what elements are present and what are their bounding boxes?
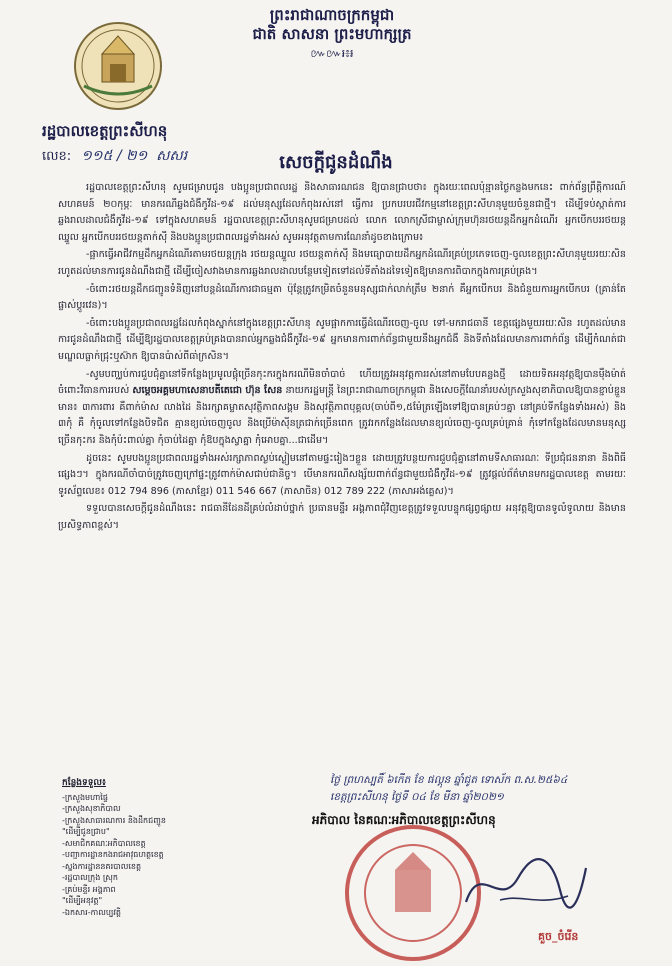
signer-title: អភិបាល នៃគណៈអភិបាលខេត្តព្រះសីហនុ — [312, 813, 496, 827]
body-paragraph-intro: រដ្ឋបាលខេត្តព្រះសីហនុ សូមជម្រាបជូន បងប្អូនប្រជាពលរដ្ឋ និងសាធារណជន ឱ្យបានជ្រាបថា៖ ក្នុងរយៈពេលប៉ុន្មានថ្ងៃកន្លងមកនេះ ពាក់ព័ន្ធព្រឹត្តិការណ៍សហគមន៍ ២០កុម្ភៈ មានករណីឆ្លងជំងឺកូវីដ-១៩ ដល់មនុស្សដែលកំពុងរស់នៅ ធ្វើការ ប្រកបរបរជីវកម្មនៅខេត្តព្រះសីហនុមួយចំនួនជាថ្មី។ ដើម្បីទប់ស្កាត់ការឆ្លងរាលដាលជំងឺកូវីដ-១៩ ទៅក្នុងសហគមន៍ រដ្ឋបាលខេត្តព្រះសីហនុសូមជម្រាបដល់ លោក លោកស្រីជាម្ចាស់ក្រុមហ៊ុនរថយន្តដឹកអ្នកដំណើរ អ្នកបើកបររថយន្តឈ្នួល អ្នកបើកបររថយន្តតាក់ស៊ី និងបងប្អូនប្រជាពលរដ្ឋទាំងអស់ សូមអនុវត្តតាមការណែនាំដូចខាងក្រោម៖ — [58, 182, 626, 243]
recipient-item: -សមាជិកគណៈអភិបាលខេត្ត — [62, 838, 146, 848]
body-paragraph-hotline: ដូចនេះ សូមបងប្អូនប្រជាពលរដ្ឋទាំងអស់រក្សាភាពស្ងប់ស្ងៀមនៅតាមផ្ទះរៀងៗខ្លួន ដោយត្រូវបន្ថយការជួបជុំគ្នានៅតាមទីសាធារណៈ ទីប្រជុំជននានា និងពិធីផ្សេងៗ។ ក្នុងករណីចាំបាច់ត្រូវចេញក្រៅផ្ទះត្រូវពាក់ម៉ាសជាប់ជានិច្ច។ បើមានករណីសង្ស័យពាក់ព័ន្ធជាមួយជំងឺកូវីដ-១៩ ត្រូវផ្តល់ព័ត៌មានមករដ្ឋបាលខេត្ត តាមរយៈទូរស័ព្ទលេខ៖ 012 794 896 (ភាសាខ្មែរ) 011 546 667 (ភាសាចិន) 012 789 222 (ភាសាអង់គ្លេស)។ — [58, 452, 626, 497]
recipient-item: -រដ្ឋបាលក្រុង ស្រុក — [62, 873, 118, 882]
recipient-item: "ដើម្បីអនុវត្ត" — [62, 896, 103, 905]
body-paragraph-travel-restriction: -ចំពោះបងប្អូនប្រជាពលរដ្ឋដែលកំពុងស្នាក់នៅក្នុងខេត្តព្រះសីហនុ សូមផ្អាកការធ្វើដំណើរចេញ-ចូល ទៅ-មករាជធានី ខេត្តផ្សេងមួយរយៈសិន រហូតដល់មានការជូនដំណឹងជាថ្មី ដើម្បីឱ្យរដ្ឋបាលខេត្តគ្រប់គ្រងបានរាល់អ្នកឆ្លងជំងឺកូវីដ-១៩ អ្នកមានការពាក់ព័ន្ធជាមួយនឹងអ្នកជំងឺ និងទីតាំងដែលមានការពាក់ព័ន្ធ ដើម្បីកំណត់ជា មណ្ឌលធ្លាក់ជ្រុះឬស៊ាក ឱ្យបានប៉ាស់ពីធា់ក្រសិន។ — [58, 317, 626, 362]
document-title: សេចក្តីជូនដំណឹង — [279, 152, 393, 173]
recipient-item: -បញ្ជាការដ្ឋានកងរាជអាវុធហត្ថខេត្ត — [62, 850, 164, 859]
recipient-item: -ក្រសួងមហាផ្ទៃ — [62, 792, 108, 802]
lunar-date: ថ្ងៃ ព្រហស្បតិ៍ ៦កើត ខែ ផល្គុន ឆ្នាំជូត ទោស័ក ព.ស.២៥៦៤ — [330, 774, 568, 786]
recipient-item: -គ្រប់មន្ទីរ អង្គភាព — [62, 884, 116, 894]
provincial-emblem-logo — [72, 20, 164, 112]
national-motto: ជាតិ សាសនា ព្រះមហាក្សត្រ — [252, 25, 412, 43]
recipient-item: "ដើម្បីជូនជ្រាប" — [62, 827, 110, 836]
body-paragraph-transport-suspension: -ផ្អាកធ្វើអាជីវកម្មដឹកអ្នកដំណើរតាមរថយន្តក្រុង រថយន្តឈ្នួល រថយន្តតាក់ស៊ី និងមធ្យោបាយដឹកអ្នកដំណើរគ្រប់ប្រភេទចេញ-ចូលខេត្តព្រះសីហនុមួយរយៈសិន រហូតដល់មានការជូនដំណឹងជាថ្មី ដើម្បីចៀសវាងមានការឆ្លងរាលដាលបន្ថែមទៀតទៅដល់ទីតាំងដទៃទៀតឱ្យមានការពិបាកក្នុងការគ្រប់គ្រង។ — [58, 249, 626, 277]
solar-date: ខេត្តព្រះសីហនុ ថ្ងៃទី ០៤ ខែ មីនា ឆ្នាំ២០២១ — [330, 791, 504, 803]
recipients-list — [62, 778, 242, 918]
p5-bold-name: សម្តេចអគ្គមហាសេនាបតីតេជោ ហ៊ុន សែន — [132, 385, 283, 397]
body-paragraph-closing: ទទួលបានសេចក្តីជូនដំណឹងនេះ រាជធានីដែនដីគ្រប់លំដាប់ថ្នាក់ ប្រធានមន្ទីរ អង្គភាពជុំវិញខេត្តត្រូវទទួលបន្ទុកផ្សព្វផ្សាយ អនុវត្តឱ្យបានទូលំទូលាយ និងមានប្រសិទ្ធភាពខ្ពស់។ — [58, 503, 626, 531]
letter-number-value: ១១៥ / ២១ ​ សសរ — [81, 148, 188, 164]
kingdom-header — [232, 6, 432, 63]
p5-after: នាយករដ្ឋមន្ត្រី នៃព្រះរាជាណាចក្រកម្ពុជា និងសេចក្តីណែនាំរបស់ក្រសួងសុខាភិបាលឱ្យបានខ្ជាប់ខ្ជួនមាន៖ ៣ការពារ គឺពាក់ម៉ាស លាងដៃ និងរក្សាគម្លាតសុវត្ថិភាពសង្គម និងសុវត្ថិភាពបុគ្គល(ចាប់ពី១,៥ម៉ែត្រឡើងទៅឱ្យបានគ្រប់ៗគ្នា នៅគ្រប់ទីកន្លែងទាំងអស់) និង ៣កុំ គឺ កុំចូលទៅកន្លែងបិទជិត គ្មានខ្យល់ចេញចូល និងប្រើម៉ាស៊ីនត្រជាក់ច្រើនពេក ត្រូវរកកន្លែងដែលមានខ្យល់ចេញ-ចូលគ្រប់គ្រាន់ កុំទៅកន្លែងដែលមានមនុស្សច្រើនកុះករ និងកុំប៉ះពាល់គ្នា កុំចាប់ដៃគ្នា កុំឱបក្នុងស្វាគ្នា កុំអោបគ្នា...ជាដើម។ — [58, 385, 627, 446]
recipient-item: -ក្រសួងសុខាភិបាល — [62, 804, 121, 813]
date-block — [330, 772, 630, 806]
header-ornament: ៚៚៛៖៛ — [310, 47, 354, 60]
recipient-item: -ឯកសារ-កាលប្បវត្តិ — [62, 907, 121, 917]
signer-name: គួច_ចំរើន — [538, 930, 579, 943]
kingdom-name: ព្រះរាជាណាចក្រកម្ពុជា — [269, 6, 395, 24]
recipient-item: -ក្រសួងសាធារណការ និងដឹកជញ្ជូន — [62, 815, 166, 825]
issuing-office: រដ្ឋបាលខេត្តព្រះសីហនុ — [42, 122, 168, 140]
document-body — [58, 180, 626, 535]
recipient-item: -ស្នងការដ្ឋាននគរបាលខេត្ត — [62, 861, 142, 871]
handwritten-signature — [460, 850, 590, 920]
recipients-heading: កន្លែងទទួល៖ — [62, 778, 106, 788]
p5-before: -សូមបញ្ឈប់ការជួបជុំគ្នានៅទីកន្លែងប្រមូលផ្តុំច្រើនកុះករក្នុងករណីមិនចាំបាច់ ហើយត្រូវអនុវត្តការរស់នៅតាមបែបគន្លងថ្មី ដោយទិតអនុវត្តឱ្យបានម៉ឺងម៉ាត់ចំពោះវិធានការរបស់ — [58, 368, 626, 397]
body-paragraph-gathering-rules — [58, 367, 626, 450]
body-paragraph-cargo-vehicles: -ចំពោះរថយន្តដឹកជញ្ជូនទំនិញនៅបន្តដំណើរការជាធម្មតា ប៉ុន្តែត្រូវកម្រិតចំនួនមនុស្សជាក់លាក់ត្រឹម ២នាក់ គឺអ្នកបើកបរ និងជំនួយការអ្នកបើកបរ (គ្រាន់តែផ្លាស់ប្តូរវេន)។ — [58, 283, 626, 312]
letter-number-label: លេខ: — [42, 149, 72, 164]
